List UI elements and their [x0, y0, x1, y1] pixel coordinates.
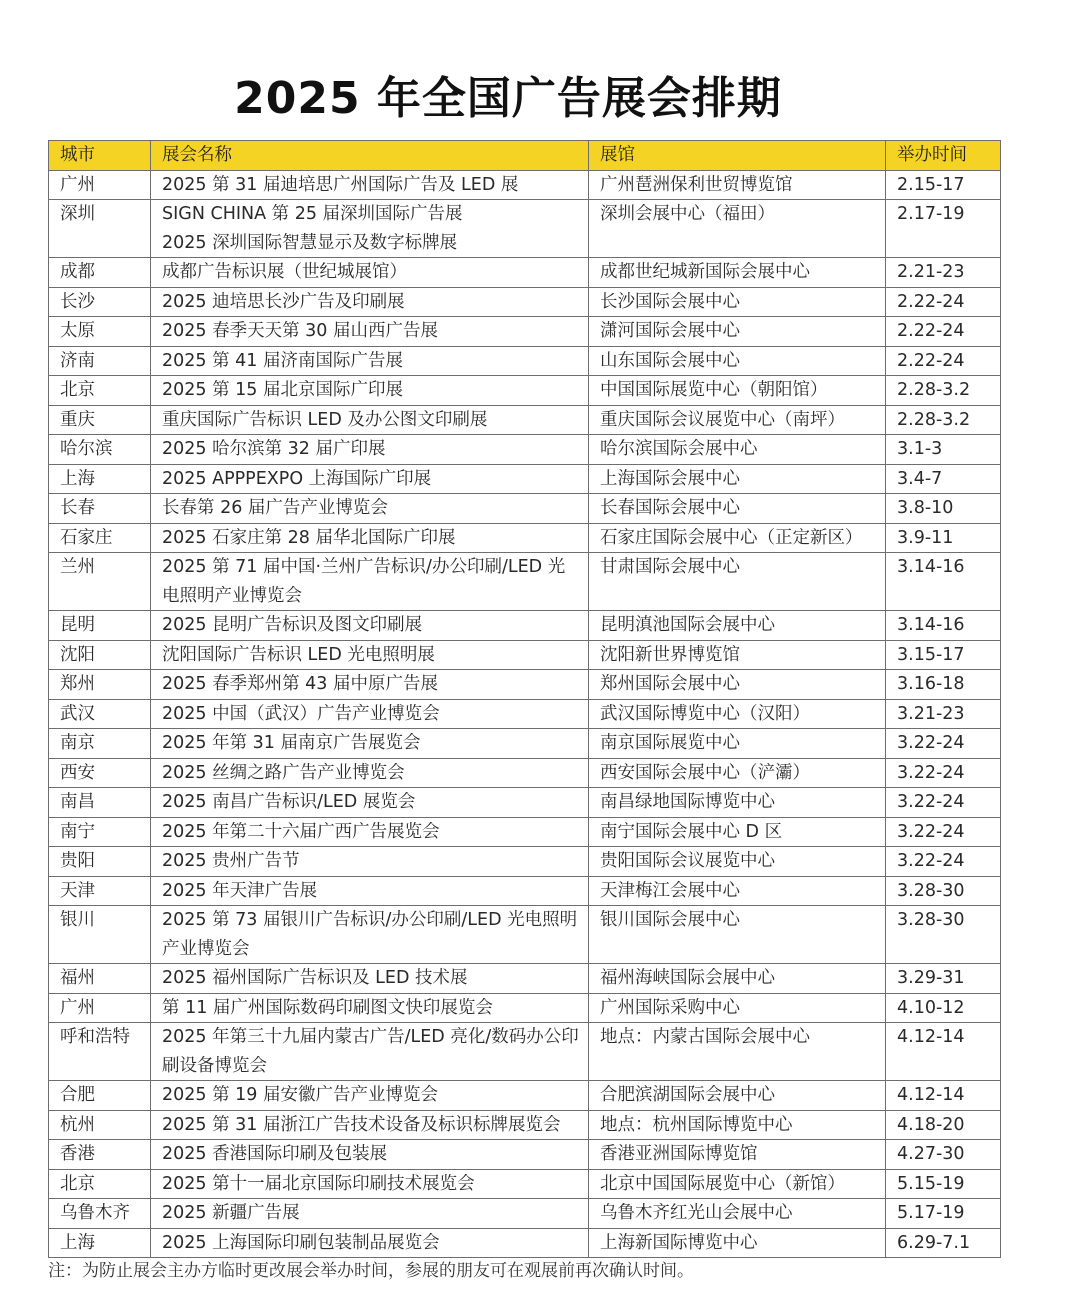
table-row [49, 287, 1001, 317]
cell-city: 天津 [49, 876, 151, 906]
table-row [49, 906, 1001, 964]
cell-city: 上海 [49, 1228, 151, 1258]
cell-name: 2025 第 19 届安徽广告产业博览会 [151, 1081, 589, 1111]
cell-venue: 沈阳新世界博览馆 [589, 640, 886, 670]
cell-venue: 天津梅江会展中心 [589, 876, 886, 906]
table-row [49, 553, 1001, 611]
cell-date: 3.29-31 [886, 964, 1001, 994]
cell-city: 上海 [49, 464, 151, 494]
table-row [49, 523, 1001, 553]
cell-name: 长春第 26 届广告产业博览会 [151, 494, 589, 524]
cell-city: 杭州 [49, 1110, 151, 1140]
cell-name: 2025 第 71 届中国·兰州广告标识/办公印刷/LED 光电照明产业博览会 [151, 553, 589, 611]
cell-name: 2025 石家庄第 28 届华北国际广印展 [151, 523, 589, 553]
cell-city: 南京 [49, 729, 151, 759]
cell-name: 2025 年第二十六届广西广告展览会 [151, 817, 589, 847]
header-venue: 展馆 [589, 141, 886, 171]
cell-date: 4.10-12 [886, 993, 1001, 1023]
cell-date: 3.22-24 [886, 729, 1001, 759]
cell-venue: 南宁国际会展中心 D 区 [589, 817, 886, 847]
table-row [49, 993, 1001, 1023]
cell-venue: 甘肃国际会展中心 [589, 553, 886, 611]
cell-city: 合肥 [49, 1081, 151, 1111]
cell-name: 2025 年第三十九届内蒙古广告/LED 亮化/数码办公印刷设备博览会 [151, 1023, 589, 1081]
cell-date: 3.14-16 [886, 611, 1001, 641]
cell-date: 3.1-3 [886, 435, 1001, 465]
cell-city: 成都 [49, 258, 151, 288]
cell-city: 沈阳 [49, 640, 151, 670]
table-row [49, 317, 1001, 347]
footnote: 注：为防止展会主办方临时更改展会举办时间，参展的朋友可在观展前再次确认时间。 [48, 1261, 694, 1281]
table-row [49, 847, 1001, 877]
cell-date: 3.21-23 [886, 699, 1001, 729]
cell-name: 2025 年第 31 届南京广告展览会 [151, 729, 589, 759]
table-row [49, 258, 1001, 288]
cell-date: 3.22-24 [886, 758, 1001, 788]
cell-name: 2025 丝绸之路广告产业博览会 [151, 758, 589, 788]
cell-venue: 上海国际会展中心 [589, 464, 886, 494]
cell-date: 3.22-24 [886, 817, 1001, 847]
table-row [49, 346, 1001, 376]
cell-name: SIGN CHINA 第 25 届深圳国际广告展 2025 深圳国际智慧显示及数字标牌展 [151, 200, 589, 258]
cell-name: 2025 南昌广告标识/LED 展览会 [151, 788, 589, 818]
cell-venue: 广州国际采购中心 [589, 993, 886, 1023]
table-row [49, 435, 1001, 465]
cell-date: 3.28-30 [886, 876, 1001, 906]
table-row [49, 729, 1001, 759]
cell-name: 2025 春季天天第 30 届山西广告展 [151, 317, 589, 347]
table-header-row [49, 141, 1001, 171]
cell-city: 长春 [49, 494, 151, 524]
table-row [49, 699, 1001, 729]
cell-city: 郑州 [49, 670, 151, 700]
cell-date: 3.8-10 [886, 494, 1001, 524]
table-row [49, 1199, 1001, 1229]
cell-venue: 地点：杭州国际博览中心 [589, 1110, 886, 1140]
cell-name: 2025 上海国际印刷包装制品展览会 [151, 1228, 589, 1258]
table-row [49, 1228, 1001, 1258]
table-row [49, 1081, 1001, 1111]
header-name: 展会名称 [151, 141, 589, 171]
cell-venue: 贵阳国际会议展览中心 [589, 847, 886, 877]
cell-date: 2.22-24 [886, 287, 1001, 317]
cell-name: 2025 APPPEXPO 上海国际广印展 [151, 464, 589, 494]
cell-city: 昆明 [49, 611, 151, 641]
cell-date: 2.21-23 [886, 258, 1001, 288]
cell-date: 2.17-19 [886, 200, 1001, 258]
cell-date: 5.17-19 [886, 1199, 1001, 1229]
cell-city: 西安 [49, 758, 151, 788]
cell-city: 贵阳 [49, 847, 151, 877]
cell-name: 2025 第 41 届济南国际广告展 [151, 346, 589, 376]
cell-city: 广州 [49, 170, 151, 200]
table-row [49, 817, 1001, 847]
cell-venue: 昆明滇池国际会展中心 [589, 611, 886, 641]
cell-date: 2.15-17 [886, 170, 1001, 200]
cell-date: 2.28-3.2 [886, 376, 1001, 406]
cell-name: 2025 春季郑州第 43 届中原广告展 [151, 670, 589, 700]
table-row [49, 611, 1001, 641]
cell-date: 4.12-14 [886, 1023, 1001, 1081]
cell-venue: 长沙国际会展中心 [589, 287, 886, 317]
cell-venue: 乌鲁木齐红光山会展中心 [589, 1199, 886, 1229]
cell-name: 成都广告标识展（世纪城展馆） [151, 258, 589, 288]
cell-venue: 北京中国国际展览中心（新馆） [589, 1169, 886, 1199]
cell-venue: 合肥滨湖国际会展中心 [589, 1081, 886, 1111]
cell-name: 2025 新疆广告展 [151, 1199, 589, 1229]
cell-name: 2025 年天津广告展 [151, 876, 589, 906]
cell-name: 2025 哈尔滨第 32 届广印展 [151, 435, 589, 465]
cell-venue: 重庆国际会议展览中心（南坪） [589, 405, 886, 435]
cell-date: 2.28-3.2 [886, 405, 1001, 435]
cell-date: 3.4-7 [886, 464, 1001, 494]
cell-city: 兰州 [49, 553, 151, 611]
cell-date: 3.14-16 [886, 553, 1001, 611]
cell-venue: 山东国际会展中心 [589, 346, 886, 376]
table-row [49, 1110, 1001, 1140]
cell-city: 银川 [49, 906, 151, 964]
table-row [49, 758, 1001, 788]
cell-venue: 潇河国际会展中心 [589, 317, 886, 347]
table-row [49, 405, 1001, 435]
table-row [49, 200, 1001, 258]
cell-city: 北京 [49, 376, 151, 406]
table-row [49, 964, 1001, 994]
cell-city: 哈尔滨 [49, 435, 151, 465]
cell-city: 广州 [49, 993, 151, 1023]
cell-date: 3.15-17 [886, 640, 1001, 670]
cell-name: 2025 昆明广告标识及图文印刷展 [151, 611, 589, 641]
exhibition-schedule-table [48, 140, 1001, 1258]
cell-name: 2025 福州国际广告标识及 LED 技术展 [151, 964, 589, 994]
cell-city: 呼和浩特 [49, 1023, 151, 1081]
cell-city: 济南 [49, 346, 151, 376]
header-date: 举办时间 [886, 141, 1001, 171]
cell-venue: 南京国际展览中心 [589, 729, 886, 759]
cell-city: 重庆 [49, 405, 151, 435]
cell-venue: 广州琶洲保利世贸博览馆 [589, 170, 886, 200]
table-row [49, 376, 1001, 406]
cell-city: 南宁 [49, 817, 151, 847]
table-row [49, 494, 1001, 524]
cell-date: 3.22-24 [886, 788, 1001, 818]
cell-venue: 香港亚洲国际博览馆 [589, 1140, 886, 1170]
cell-date: 5.15-19 [886, 1169, 1001, 1199]
cell-venue: 南昌绿地国际博览中心 [589, 788, 886, 818]
cell-name: 2025 香港国际印刷及包装展 [151, 1140, 589, 1170]
cell-venue: 上海新国际博览中心 [589, 1228, 886, 1258]
table-row [49, 876, 1001, 906]
cell-venue: 石家庄国际会展中心（正定新区） [589, 523, 886, 553]
cell-venue: 成都世纪城新国际会展中心 [589, 258, 886, 288]
cell-name: 2025 第十一届北京国际印刷技术展览会 [151, 1169, 589, 1199]
cell-city: 北京 [49, 1169, 151, 1199]
cell-venue: 郑州国际会展中心 [589, 670, 886, 700]
cell-name: 2025 第 73 届银川广告标识/办公印刷/LED 光电照明产业博览会 [151, 906, 589, 964]
page-title: 2025 年全国广告展会排期 [234, 73, 782, 124]
cell-venue: 长春国际会展中心 [589, 494, 886, 524]
cell-name: 2025 第 31 届浙江广告技术设备及标识标牌展览会 [151, 1110, 589, 1140]
cell-date: 4.12-14 [886, 1081, 1001, 1111]
cell-date: 3.16-18 [886, 670, 1001, 700]
cell-venue: 深圳会展中心（福田） [589, 200, 886, 258]
table-row [49, 670, 1001, 700]
cell-date: 3.22-24 [886, 847, 1001, 877]
cell-date: 4.18-20 [886, 1110, 1001, 1140]
cell-venue: 银川国际会展中心 [589, 906, 886, 964]
cell-name: 重庆国际广告标识 LED 及办公图文印刷展 [151, 405, 589, 435]
cell-venue: 武汉国际博览中心（汉阳） [589, 699, 886, 729]
table-row [49, 1169, 1001, 1199]
header-city: 城市 [49, 141, 151, 171]
cell-city: 石家庄 [49, 523, 151, 553]
cell-city: 长沙 [49, 287, 151, 317]
cell-city: 太原 [49, 317, 151, 347]
table-row [49, 640, 1001, 670]
cell-name: 第 11 届广州国际数码印刷图文快印展览会 [151, 993, 589, 1023]
cell-date: 3.28-30 [886, 906, 1001, 964]
table-row [49, 1140, 1001, 1170]
cell-city: 乌鲁木齐 [49, 1199, 151, 1229]
cell-name: 2025 中国（武汉）广告产业博览会 [151, 699, 589, 729]
cell-date: 2.22-24 [886, 317, 1001, 347]
table-body [49, 170, 1001, 1258]
table-row [49, 1023, 1001, 1081]
cell-city: 香港 [49, 1140, 151, 1170]
cell-date: 4.27-30 [886, 1140, 1001, 1170]
cell-city: 武汉 [49, 699, 151, 729]
cell-date: 6.29-7.1 [886, 1228, 1001, 1258]
cell-venue: 哈尔滨国际会展中心 [589, 435, 886, 465]
cell-date: 3.9-11 [886, 523, 1001, 553]
cell-name: 2025 贵州广告节 [151, 847, 589, 877]
cell-name: 沈阳国际广告标识 LED 光电照明展 [151, 640, 589, 670]
cell-name: 2025 第 31 届迪培思广州国际广告及 LED 展 [151, 170, 589, 200]
cell-venue: 地点：内蒙古国际会展中心 [589, 1023, 886, 1081]
cell-city: 福州 [49, 964, 151, 994]
cell-name: 2025 第 15 届北京国际广印展 [151, 376, 589, 406]
cell-venue: 中国国际展览中心（朝阳馆） [589, 376, 886, 406]
cell-date: 2.22-24 [886, 346, 1001, 376]
cell-city: 南昌 [49, 788, 151, 818]
cell-venue: 福州海峡国际会展中心 [589, 964, 886, 994]
table-row [49, 464, 1001, 494]
table-row [49, 170, 1001, 200]
table-row [49, 788, 1001, 818]
cell-name: 2025 迪培思长沙广告及印刷展 [151, 287, 589, 317]
cell-city: 深圳 [49, 200, 151, 258]
cell-venue: 西安国际会展中心（浐灞） [589, 758, 886, 788]
